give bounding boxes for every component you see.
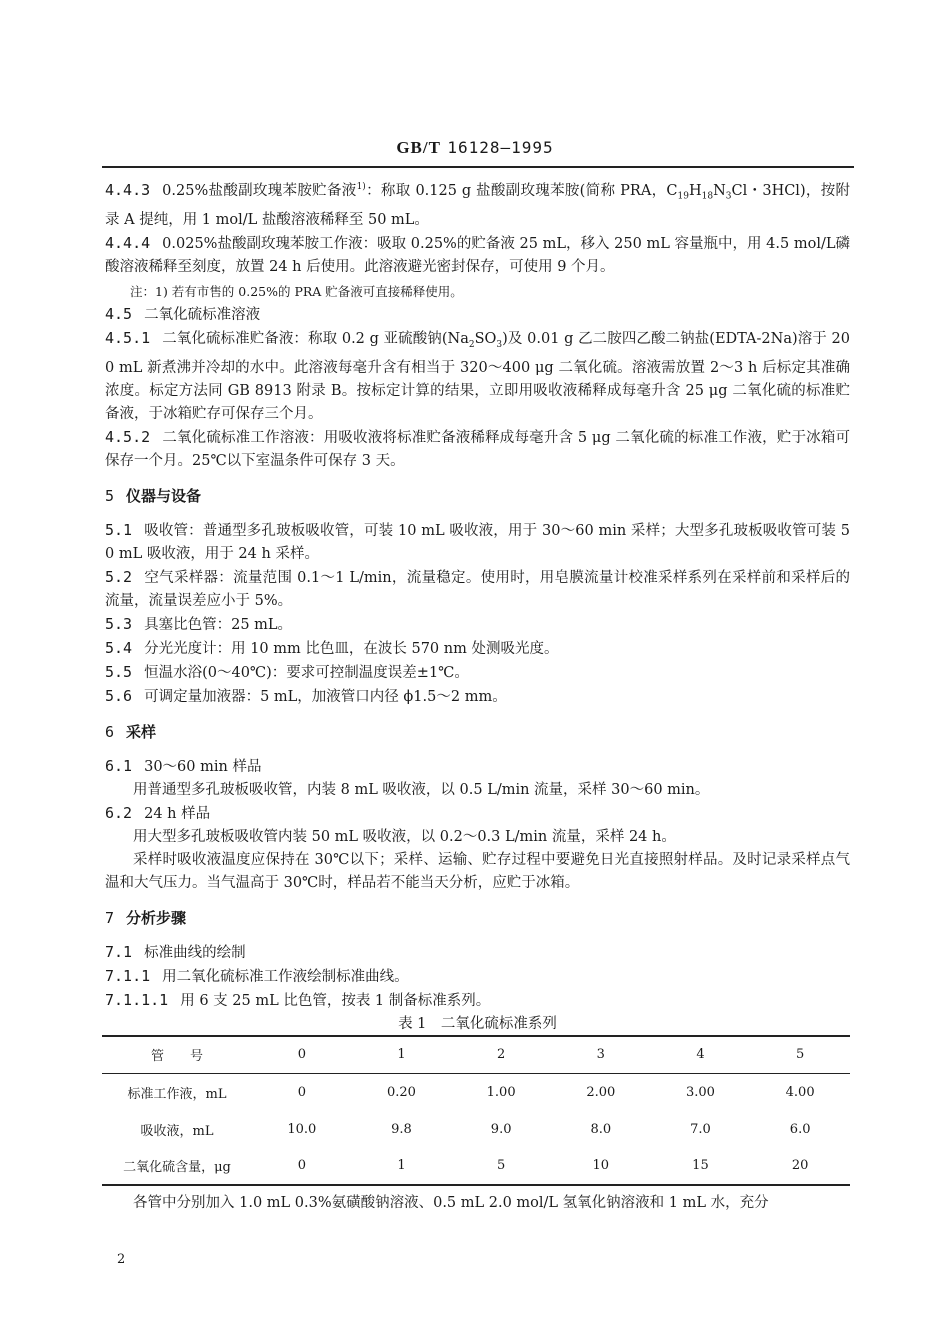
table-cell: 2.00	[586, 1084, 616, 1100]
clause-4-4-3: 4.4.3 0.25%盐酸副玫瑰苯胺贮备液$^{1)}$：称取 0.125 g 盐酸副玫瑰苯胺(简称 PRA，$C_{19}H_{18}N_3Cl$・3HCl)，按附录 A 提纯，用 1 mol/L 盐酸溶液稀释至 50 mL。	[105, 180, 851, 228]
table-header-cell: 1	[397, 1047, 406, 1063]
table-row	[102, 1074, 850, 1111]
clause-7-1-1-1: 7.1.1.1 用 6 支 25 mL 比色管，按表 1 制备标准系列。	[105, 990, 491, 1009]
clause-6-1-body: 用普通型多孔玻板吸收管，内装 8 mL 吸收液，以 0.5 L/min 流量，采样 30～60 min。	[133, 781, 710, 798]
table-caption: 表 1 二氧化硫标准系列	[398, 1015, 557, 1032]
paragraph-after-table: 各管中分别加入 1.0 mL 0.3%氨磺酸钠溶液、0.5 mL 2.0 mol/L 氢氧化钠溶液和 1 mL 水，充分	[133, 1194, 769, 1211]
table-cell: 20	[791, 1158, 809, 1174]
section-5-heading: 5 仪器与设备	[105, 486, 202, 505]
clause-5-1: 5.1 吸收管：普通型多孔玻板吸收管，可装 10 mL 吸收液，用于 30～60 min 采样；大型多孔玻板吸收管可装 50 mL 吸收液，用于 24 h 采样。	[105, 520, 850, 562]
table-cell: 10.0	[287, 1121, 317, 1137]
clause-7-1: 7.1 标准曲线的绘制	[105, 942, 246, 961]
table-header-cell: 0	[297, 1047, 306, 1063]
table-cell: 5	[497, 1158, 506, 1174]
table-cell: 9.8	[391, 1121, 412, 1137]
clause-5-2: 5.2 空气采样器：流量范围 0.1～1 L/min，流量稳定。使用时，用皂膜流量计校准采样系列在采样前和采样后的流量，流量误差应小于 5%。	[105, 567, 850, 609]
table-cell: 7.0	[690, 1121, 711, 1137]
table-cell: 8.0	[590, 1121, 612, 1137]
table-cell: 6.0	[789, 1121, 811, 1137]
table-cell: 吸收液，mL	[140, 1123, 214, 1139]
table-cell: 1.00	[486, 1084, 516, 1100]
table-cell: 1	[397, 1158, 406, 1174]
standard-number: 16128—1995	[447, 138, 554, 157]
table-header-cell: 5	[796, 1047, 805, 1063]
section-7-heading: 7 分析步骤	[105, 908, 187, 927]
table-cell: 0	[297, 1084, 306, 1100]
table-cell: 0.20	[387, 1084, 416, 1100]
header-rule	[102, 166, 854, 168]
standard-series-table	[102, 1035, 850, 1186]
table-cell: 二氧化硫含量，μg	[123, 1160, 231, 1176]
clause-4-5: 4.5 二氧化硫标准溶液	[105, 304, 261, 323]
clause-6-1: 6.1 30～60 min 样品	[105, 756, 262, 775]
table-header-row	[102, 1036, 850, 1074]
standard-prefix: GB/T	[396, 138, 441, 157]
clause-5-6: 5.6 可调定量加液器：5 mL，加液管口内径 ϕ1.5～2 mm。	[105, 686, 507, 705]
table-cell: 0	[297, 1158, 306, 1174]
clause-6-2-body-2: 采样时吸收液温度应保持在 30℃以下；采样、运输、贮存过程中要避免日光直接照射样品。及时记录采样点气温和大气压力。当气温高于 30℃时，样品若不能当天分析，应贮于冰箱。	[105, 851, 850, 891]
table-cell: 3.00	[685, 1084, 715, 1100]
document-header	[0, 138, 950, 158]
table-header-cell: 3	[596, 1047, 605, 1063]
clause-5-5: 5.5 恒温水浴(0～40℃)：要求可控制温度误差±1℃。	[105, 662, 469, 681]
clause-6-2: 6.2 24 h 样品	[105, 803, 211, 822]
footnote: 注：1) 若有市售的 0.25%的 PRA 贮备液可直接稀释使用。	[130, 283, 463, 299]
document-body	[105, 176, 850, 1215]
table-cell: 标准工作液，mL	[127, 1086, 227, 1102]
clause-6-2-body-1: 用大型多孔玻板吸收管内装 50 mL 吸收液，以 0.2～0.3 L/min 流量，采样 24 h。	[133, 828, 676, 845]
clause-5-4: 5.4 分光光度计：用 10 mm 比色皿，在波长 570 nm 处测吸光度。	[105, 638, 559, 657]
section-6-heading: 6 采样	[105, 722, 157, 741]
clause-7-1-1: 7.1.1 用二氧化硫标准工作液绘制标准曲线。	[105, 966, 409, 985]
page-number: 2	[117, 1252, 126, 1267]
table-cell: 4.00	[785, 1084, 815, 1100]
table-header-cell: 2	[497, 1047, 506, 1063]
table-header-cell: 管 号	[150, 1049, 203, 1065]
clause-4-5-1: 4.5.1 二氧化硫标准贮备液：称取 0.2 g 亚硫酸钠$(Na_2SO_3)$及 0.01 g 乙二胺四乙酸二钠盐(EDTA-2Na)溶于 200 mL 新煮沸并冷却的水中。此溶液每毫升含有相当于 320～400 μg 二氧化硫。溶液需放置 2～3 h 后标定其准确浓度。标定方法同 GB 8913 附录 B。按标定计算的结果，立即用吸收液稀释成每毫升含 25 μg 二氧化硫的标准贮备液，于冰箱贮存可保存三个月。	[105, 328, 850, 422]
clause-4-5-2: 4.5.2 二氧化硫标准工作溶液：用吸收液将标准贮备液稀释成每毫升含 5 μg 二氧化硫的标准工作液，贮于冰箱可保存一个月。25℃以下室温条件可保存 3 天。	[105, 427, 850, 469]
table-cell: 15	[692, 1158, 709, 1174]
clause-4-4-4: 4.4.4 0.025%盐酸副玫瑰苯胺工作液：吸取 0.25%的贮备液 25 mL，移入 250 mL 容量瓶中，用 4.5 mol/L磷酸溶液稀释至刻度，放置 24 h 后使用。此溶液避光密封保存，可使用 9 个月。	[105, 233, 850, 275]
clause-5-3: 5.3 具塞比色管：25 mL。	[105, 614, 293, 633]
table-row	[102, 1111, 850, 1148]
table-cell: 10	[592, 1158, 610, 1174]
table-header-cell: 4	[696, 1047, 705, 1063]
table-row	[102, 1148, 850, 1185]
table-cell: 9.0	[490, 1121, 512, 1137]
